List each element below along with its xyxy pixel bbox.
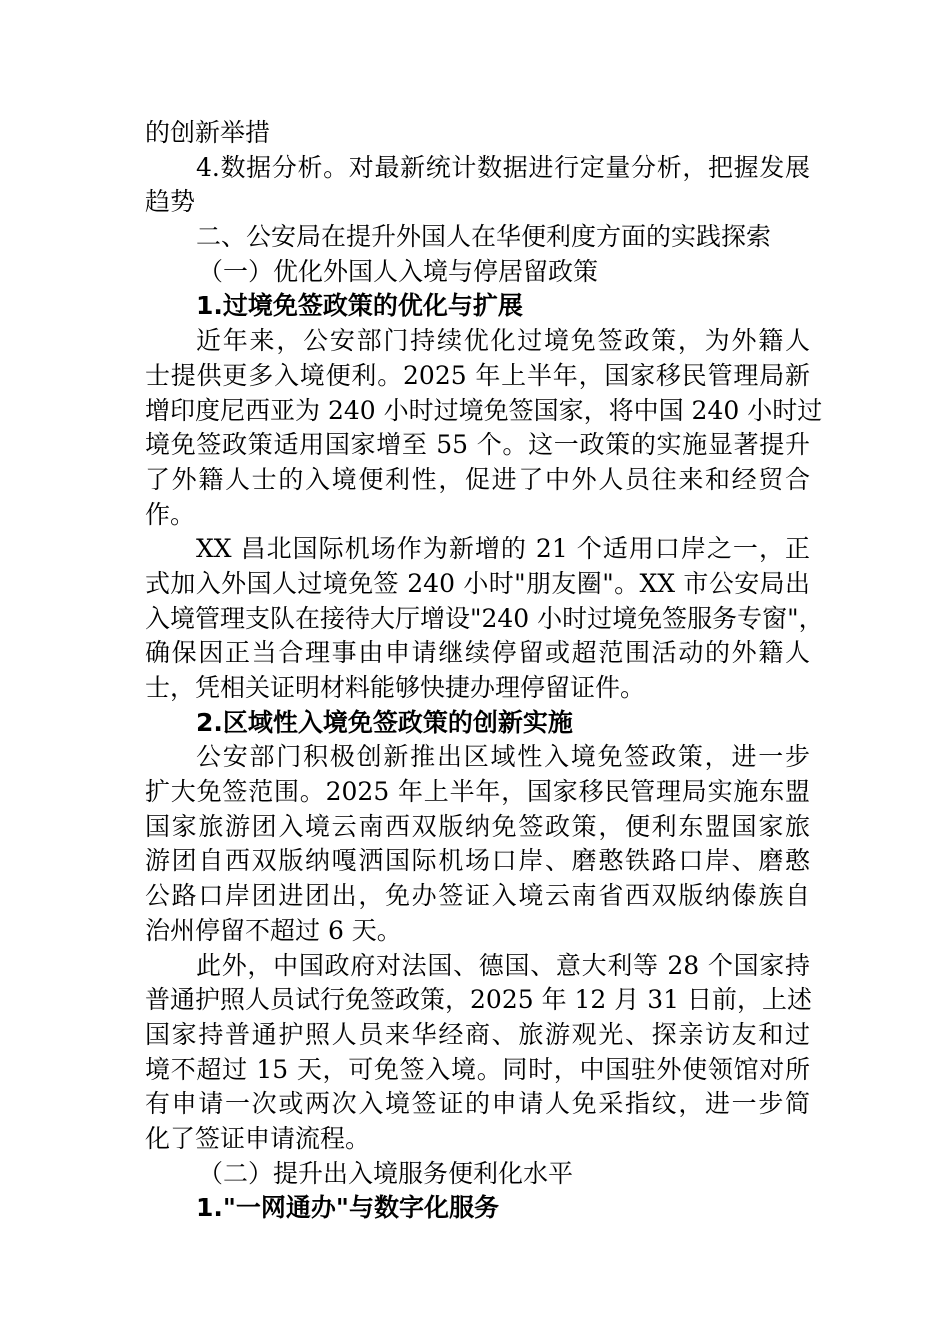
text-line: XX 昌北国际机场作为新增的 21 个适用口岸之一，正 bbox=[196, 534, 810, 564]
text-line: （二）提升出入境服务便利化水平 bbox=[198, 1158, 574, 1188]
text-line: 扩大免签范围。2025 年上半年，国家移民管理局实施东盟 bbox=[145, 777, 810, 807]
text-line: 普通护照人员试行免签政策，2025 年 12 月 31 日前，上述 bbox=[145, 985, 812, 1015]
text-line: 士提供更多入境便利。2025 年上半年，国家移民管理局新 bbox=[145, 360, 810, 390]
paragraph bbox=[145, 740, 810, 948]
subsection-heading bbox=[145, 255, 810, 290]
subsection-heading bbox=[145, 1157, 810, 1192]
text-line: 国家持普通护照人员来华经商、旅游观光、探亲访友和过 bbox=[145, 1019, 810, 1049]
section-heading bbox=[145, 289, 810, 324]
text-line: 近年来，公安部门持续优化过境免签政策，为外籍人 bbox=[196, 326, 810, 356]
paragraph bbox=[145, 532, 824, 705]
text-line: 确保因正当合理事由申请继续停留或超范围活动的外籍人 bbox=[145, 638, 810, 668]
text-line: 士，凭相关证明材料能够快捷办理停留证件。 bbox=[145, 673, 646, 702]
text-line: 的创新举措 bbox=[145, 118, 271, 147]
chapter-heading bbox=[145, 220, 810, 255]
text-line: 有申请一次或两次入境签证的申请人免采指纹，进一步简 bbox=[145, 1089, 810, 1119]
text-line: 趋势 bbox=[145, 187, 196, 217]
text-line: 式加入外国人过境免签 240 小时"朋友圈"。XX 市公安局出 bbox=[145, 568, 810, 598]
text-line: 二、公安局在提升外国人在华便利度方面的实践探索 bbox=[196, 222, 772, 252]
text-line: 入境管理支队在接待大厅增设"240 小时过境免签服务专窗"， bbox=[145, 603, 824, 633]
paragraph bbox=[145, 151, 810, 220]
text-line: 2.区域性入境免签政策的创新实施 bbox=[196, 707, 573, 737]
text-line: （一）优化外国人入境与停居留政策 bbox=[198, 256, 599, 286]
section-heading bbox=[145, 1191, 810, 1226]
text-line: 作。 bbox=[145, 499, 196, 529]
section-heading bbox=[145, 706, 810, 741]
paragraph bbox=[145, 949, 810, 1157]
paragraph bbox=[145, 324, 823, 532]
document-body bbox=[145, 116, 824, 1226]
text-line: 1."一网通办"与数字化服务 bbox=[196, 1193, 499, 1223]
text-line: 境不超过 15 天，可免签入境。同时，中国驻外使领馆对所 bbox=[145, 1054, 810, 1084]
text-line: 治州停留不超过 6 天。 bbox=[145, 915, 402, 945]
text-line: 了外籍人士的入境便利性，促进了中外人员往来和经贸合 bbox=[145, 464, 810, 494]
text-line: 公安部门积极创新推出区域性入境免签政策，进一步 bbox=[196, 742, 810, 772]
text-line: 增印度尼西亚为 240 小时过境免签国家，将中国 240 小时过 bbox=[145, 395, 823, 425]
text-line: 境免签政策适用国家增至 55 个。这一政策的实施显著提升 bbox=[145, 430, 810, 460]
text-line: 4.数据分析。对最新统计数据进行定量分析，把握发展 bbox=[196, 152, 810, 182]
text-line: 游团自西双版纳嘎洒国际机场口岸、磨憨铁路口岸、磨憨 bbox=[145, 846, 810, 876]
text-line: 公路口岸团进团出，免办签证入境云南省西双版纳傣族自 bbox=[145, 881, 810, 911]
text-line: 国家旅游团入境云南西双版纳免签政策，便利东盟国家旅 bbox=[145, 811, 810, 841]
paragraph bbox=[145, 116, 810, 151]
text-line: 化了签证申请流程。 bbox=[145, 1123, 371, 1153]
text-line: 1.过境免签政策的优化与扩展 bbox=[196, 291, 523, 321]
text-line: 此外，中国政府对法国、德国、意大利等 28 个国家持 bbox=[196, 950, 810, 980]
